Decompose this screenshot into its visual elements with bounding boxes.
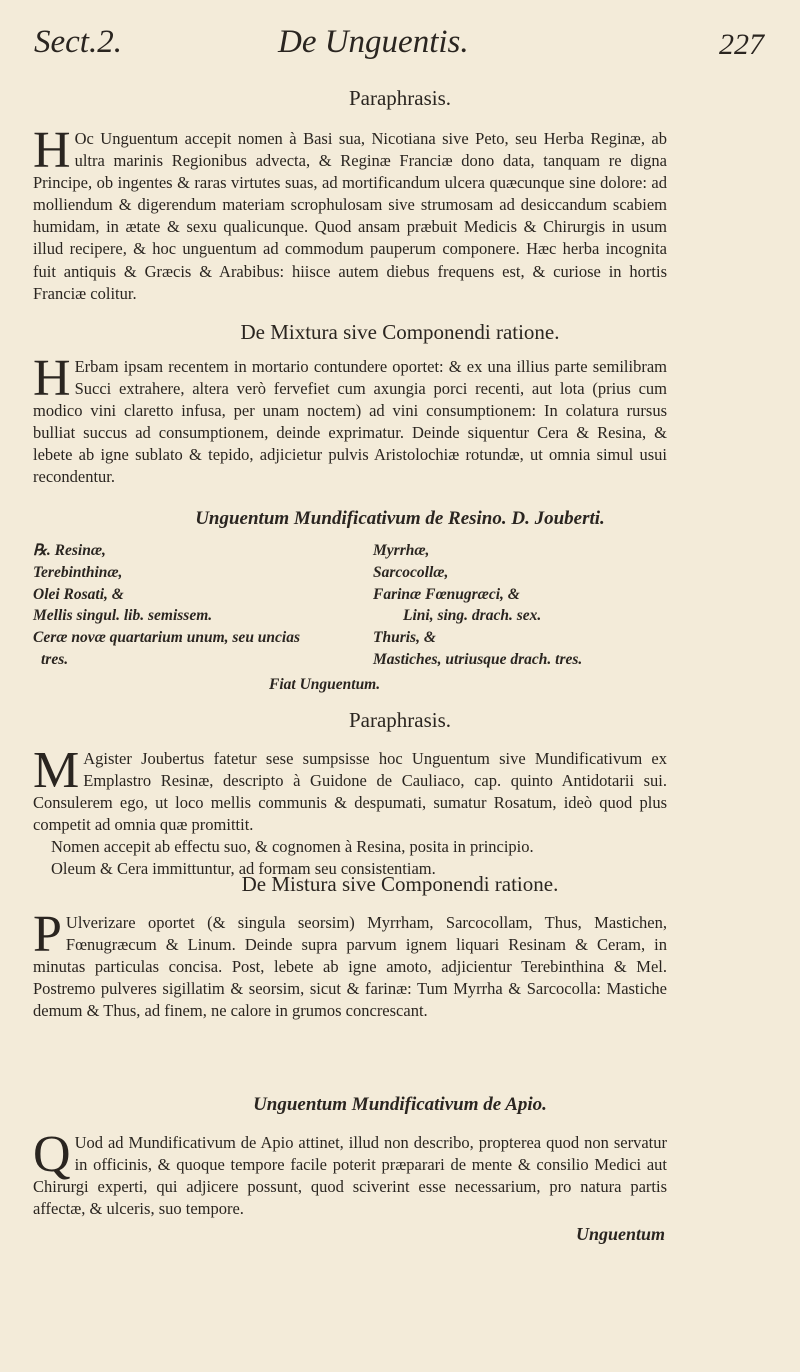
heading-unguentum-resino: Unguentum Mundificativum de Resino. D. Jouberti. [195, 508, 605, 529]
paragraph-magister [33, 742, 667, 881]
paragraph-hoc-unguentum [33, 122, 667, 305]
recipe-line: Myrrhæ, [373, 542, 430, 559]
page-number: 227 [719, 28, 764, 61]
running-title: De Unguentis. [278, 24, 469, 60]
drop-cap: H [33, 350, 71, 407]
recipe-line: Ceræ novæ quartarium unum, seu uncias [33, 629, 301, 647]
catchword: Unguentum [575, 1224, 665, 1244]
recipe-line: Terebinthinæ, [33, 563, 123, 581]
recipe-fiat: Fiat Unguentum. [269, 676, 381, 693]
recipe-line: Olei Rosati, & [33, 585, 124, 603]
section-label: Sect.2. [34, 24, 122, 60]
drop-cap: H [33, 122, 71, 179]
paragraph-nomen: Nomen accepit ab effectu suo, & cognomen à Resina, posita in principio. [51, 837, 534, 857]
recipe-line: Sarcocollæ, [373, 563, 449, 581]
drop-cap: P [33, 906, 62, 963]
paragraph-text: Oc Unguentum accepit nomen à Basi sua, Nicotiana sive Peto, seu Herba Reginæ, ab ultra marinis Regionibus advecta, & Reginæ Franciæ dono data, tanquam re digna Principe, ob ingentes & raras virtutes suas, ad mortificandum ulcera quæcunque sine dolore: ad molliendum & digerendum materiam scrophulosam sive strumosam ad desiccandum scabiem humidam, in ætate & sexu qualicunque. Quod ansam præbuit Medicis & Chirurgis in usum illud recipere, & hoc unguentum ad commodum pauperum componere. Hæc herba incognita fuit antiquis & Græcis & Arabibus: hiisce autem diebus frequens est, & curiose in hortis Franciæ colitur. [33, 129, 667, 303]
recipe-column-right [373, 540, 673, 671]
paragraph-oleum: Oleum & Cera immittuntur, ad formam seu consistentiam. [51, 859, 436, 879]
heading-paraphrasis-2: Paraphrasis. [348, 708, 452, 732]
paragraph-pulverizare [33, 906, 667, 1022]
running-head [30, 22, 770, 68]
paragraph-text: Agister Joubertus fatetur sese sumpsisse hoc Unguentum sive Mundificativum ex Emplastro Resinæ, descripto à Guidone de Cauliaco, cap. quinto Antidotarii sui. Consulerem ego, ut loco mellis communis & despumati, sumatur Rosatum, ideò quod plus competit ad omnia quæ promittit. [33, 749, 667, 835]
recipe-line: Thuris, & [373, 629, 436, 647]
paragraph-text: Erbam ipsam recentem in mortario contundere oportet: & ex una illius parte semilibram Succi extrahere, altera verò fervefiet cum axungia porci recenti, aut lota (prius cum modico vini claretto infusa, per unam noctem) ad vini consumptionem: In colatura rursus bulliat succus ad consumptionem, deinde exprimatur. Deinde siquentur Cera & Resina, & lebete ab igne sublato & tepido, adjicietur pulvis Aristolochiæ rotundæ, ut omnia simul usui recondentur. [33, 357, 667, 487]
paragraph-text: Uod ad Mundificativum de Apio attinet, illud non describo, propterea quod non servatur in officinis, & quoque tempore facile poterit præparari de mente & consilio Medici aut Chirurgi experti, qui adjicere possunt, quod sciverint esse necessarium, pro natura partis affectæ, & ulceris, suo tempore. [33, 1133, 667, 1219]
drop-cap: M [33, 742, 80, 799]
paragraph-quod-ad [33, 1126, 667, 1220]
recipe-line: tres. [41, 650, 69, 668]
heading-paraphrasis-1: Paraphrasis. [348, 86, 452, 110]
recipe-line: Lini, sing. drach. sex. [403, 607, 542, 625]
heading-unguentum-apio: Unguentum Mundificativum de Apio. [253, 1094, 547, 1115]
paragraph-text: Ulverizare oportet (& singula seorsim) Myrrham, Sarcocollam, Thus, Mastichen, Fœnugræcum & Linum. Deinde supra parvum ignem liquari Resinam & Ceram, in minutas particulas concisa. Post, lebete ab igne amoto, adjicientur Terebinthina & Mel. Postremo pulveres sigillatim & seorsim, sicut & farinæ: Tum Myrrha & Sarcocolla: Mastiche demum & Thus, ad finem, ne calore in grumos concrescant. [33, 913, 667, 1021]
drop-cap: Q [33, 1126, 71, 1183]
recipe-line: Mellis singul. lib. semissem. [33, 607, 213, 625]
recipe-block [33, 540, 667, 693]
heading-mixtura-2: De Mistura sive Componendi ratione. [241, 872, 559, 896]
recipe-line: ℞. Resinæ, [33, 542, 106, 559]
heading-mixtura-1: De Mixtura sive Componendi ratione. [240, 320, 560, 344]
recipe-line: Mastiches, utriusque drach. tres. [373, 650, 583, 668]
recipe-column-left [33, 540, 333, 671]
paragraph-herbam [33, 350, 667, 489]
recipe-line: Farinæ Fœnugræci, & [373, 585, 520, 603]
